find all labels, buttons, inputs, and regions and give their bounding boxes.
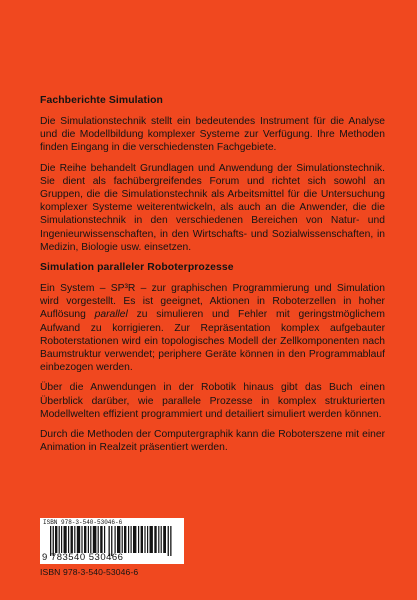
series-paragraph-2: Die Reihe behandelt Grundlagen und Anwendung der Simulationstechnik. Sie dient als fachübergreifendes Forum und richtet sich sowohl an Gruppen, die die Simulationstechnik als Arbeitsmittel für die Untersuchung komplexer Systeme weiterentwickeln, als auch an die Anwender, die die Simulationstechnik in den verschiedenen Bereichen von Natur- und Ingenieurwissenschaften, in den Wirtschafts- und Sozialwissenschaften, in Medizin, Biologie usw. einsetzen. — [40, 162, 385, 253]
series-paragraph-1: Die Simulationstechnik stellt ein bedeutendes Instrument für die Analyse und die Modellbildung komplexer Systeme zur Verfügung. Ihre Methoden finden Eingang in die verschiedensten Fachgebiete. — [40, 116, 385, 154]
series-section — [40, 94, 385, 254]
book-paragraph-1-italic: parallel — [94, 309, 128, 321]
book-paragraph-2: Über die Anwendungen in der Robotik hinaus gibt das Buch einen Überblick darüber, wie parallele Prozesse in komplex strukturierten Modellwelten effizient programmiert und detailiert simuliert werden können. — [40, 382, 385, 420]
barcode — [40, 518, 184, 564]
series-heading: Fachberichte Simulation — [40, 95, 163, 106]
back-cover-text — [40, 94, 385, 461]
book-paragraph-1-part-b: zu simulieren und Fehler mit geringstmöglichem Aufwand zu korrigieren. Zur Repräsentation komplex aufgebauter Roboterstationen wird ein topologisches Modell der Zellkomponenten nach Baumstruktur verwendet; periphere Geräte können in den Programmablauf einbezogen werden. — [40, 309, 385, 374]
book-section — [40, 261, 385, 454]
barcode-digits: 9 783540 530466 — [42, 552, 124, 563]
book-paragraph-1 — [40, 282, 385, 374]
book-heading: Simulation paralleler Roboterprozesse — [40, 262, 234, 274]
book-paragraph-3: Durch die Methoden der Computergraphik kann die Roboterszene mit einer Animation in Realzeit präsentiert werden. — [40, 429, 385, 454]
book-paragraph-1-part-a: Ein System – SP³R – zur graphischen Programmierung und Simulation wird vorgestellt. Es ist geeignet, Aktionen in Roboterzellen in hoher Auflösung — [40, 283, 385, 321]
isbn-label: ISBN 978-3-540-53046-6 — [40, 567, 139, 577]
barcode-block — [40, 518, 184, 577]
barcode-isbn-top: ISBN 978-3-540-53046-6 — [43, 519, 123, 526]
